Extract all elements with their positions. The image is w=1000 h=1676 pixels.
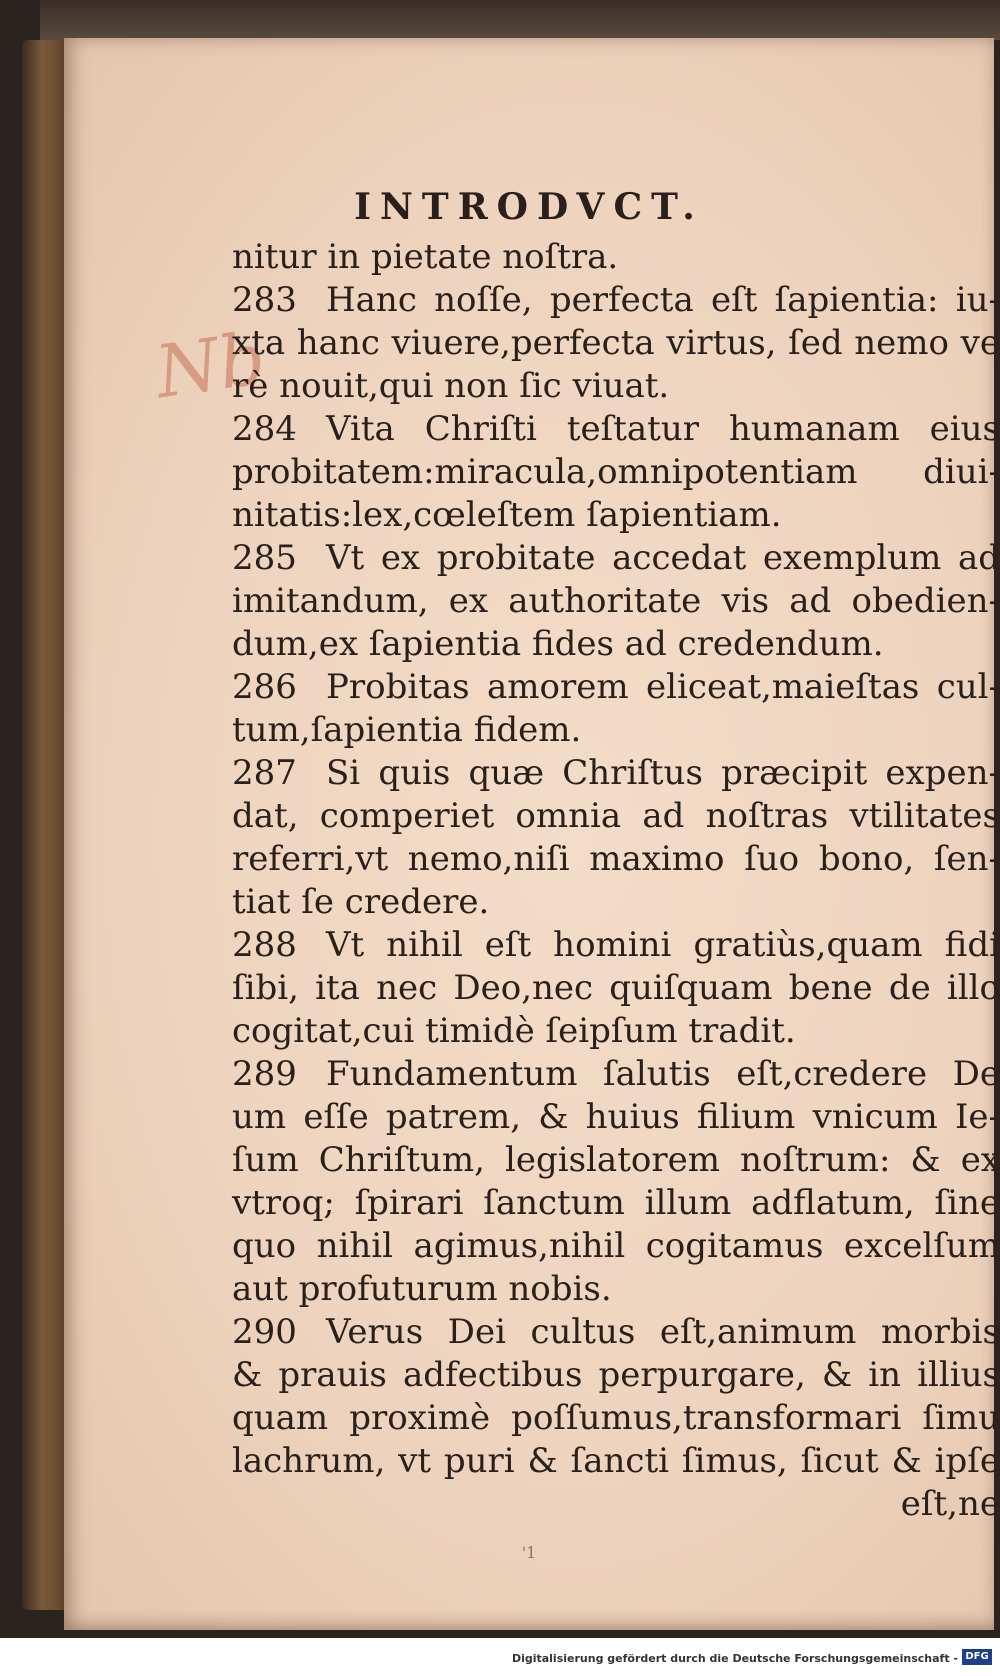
aphorism-number: 288 bbox=[232, 925, 297, 965]
text-line: vtroq; ſpirari ſanctum illum adflatum, ſine bbox=[232, 1183, 1000, 1223]
book-top-edge bbox=[40, 0, 1000, 40]
text-line: ſum Chriſtum, legislatorem noſtrum: & ex bbox=[232, 1140, 1000, 1180]
dfg-logo: DFG bbox=[962, 1649, 992, 1665]
page-body-text bbox=[232, 236, 1000, 1526]
aphorism-number: 289 bbox=[232, 1054, 297, 1094]
text-line: 286 Probitas amorem eliceat,maieſtas cul- bbox=[232, 667, 1000, 707]
text-line: rè nouit,qui non ſic viuat. bbox=[232, 366, 670, 406]
text-line: tiat ſe credere. bbox=[232, 882, 490, 922]
text-line: lachrum, vt puri & ſancti ſimus, ſicut & ipſe bbox=[232, 1441, 1000, 1481]
text-line: probitatem:miracula,omnipotentiam diui- bbox=[232, 452, 1000, 492]
text-line: 290 Verus Dei cultus eſt,animum morbis bbox=[232, 1312, 1000, 1352]
text-line: quo nihil agimus,nihil cogitamus excelſum bbox=[232, 1226, 1000, 1266]
text-line: 287 Si quis quæ Chriſtus præcipit expen- bbox=[232, 753, 1000, 793]
text-line: 283 Hanc noſſe, perfecta eſt ſapientia: iu- bbox=[232, 280, 1000, 320]
text-line: aut profuturum nobis. bbox=[232, 1269, 612, 1309]
aphorism-number: 286 bbox=[232, 667, 297, 707]
aphorism-number: 285 bbox=[232, 538, 297, 578]
text-line: um eſſe patrem, & huius filium vnicum Ie- bbox=[232, 1097, 1000, 1137]
text-line: quam proximè poſſumus,transformari ſimu bbox=[232, 1398, 1000, 1438]
signature-mark: '1 bbox=[521, 1543, 537, 1562]
handwritten-margin-note: Nb bbox=[150, 315, 271, 415]
text-line: xta hanc viuere,perfecta virtus, ſed nemo ve bbox=[232, 323, 1000, 363]
text-line: nitatis:lex,cœleſtem ſapientiam. bbox=[232, 495, 782, 535]
aphorism-number: 284 bbox=[232, 409, 297, 449]
text-line: cogitat,cui timidè ſeipſum tradit. bbox=[232, 1011, 796, 1051]
running-title: INTRODVCT. bbox=[354, 186, 704, 228]
text-line: ſibi, ita nec Deo,nec quiſquam bene de illo bbox=[232, 968, 1000, 1008]
text-line: 284 Vita Chriſti teſtatur humanam eius bbox=[232, 409, 1000, 449]
catchword: eſt,ne bbox=[900, 1484, 1000, 1524]
text-line: & prauis adfectibus perpurgare, & in illius bbox=[232, 1355, 1000, 1395]
funding-credit: Digitalisierung gefördert durch die Deutsche Forschungsgemeinschaft - bbox=[511, 1652, 958, 1665]
aphorism-number: 283 bbox=[232, 280, 297, 320]
text-line: imitandum, ex authoritate vis ad obedien- bbox=[232, 581, 1000, 621]
text-line: dat, comperiet omnia ad noſtras vtilitates bbox=[232, 796, 1000, 836]
text-line: 289 Fundamentum ſalutis eſt,credere De bbox=[232, 1054, 1000, 1094]
book-page bbox=[64, 38, 1000, 1630]
text-line: tum,ſapientia fidem. bbox=[232, 710, 582, 750]
text-line: 288 Vt nihil eſt homini gratiùs,quam fidi bbox=[232, 925, 1000, 965]
aphorism-number: 287 bbox=[232, 753, 297, 793]
text-line: dum,ex ſapientia fides ad credendum. bbox=[232, 624, 884, 664]
text-line: referri,vt nemo,niſi maximo ſuo bono, ſen- bbox=[232, 839, 1000, 879]
text-line: 285 Vt ex probitate accedat exemplum ad bbox=[232, 538, 1000, 578]
aphorism-number: 290 bbox=[232, 1312, 297, 1352]
text-line: nitur in pietate noſtra. bbox=[232, 237, 619, 277]
